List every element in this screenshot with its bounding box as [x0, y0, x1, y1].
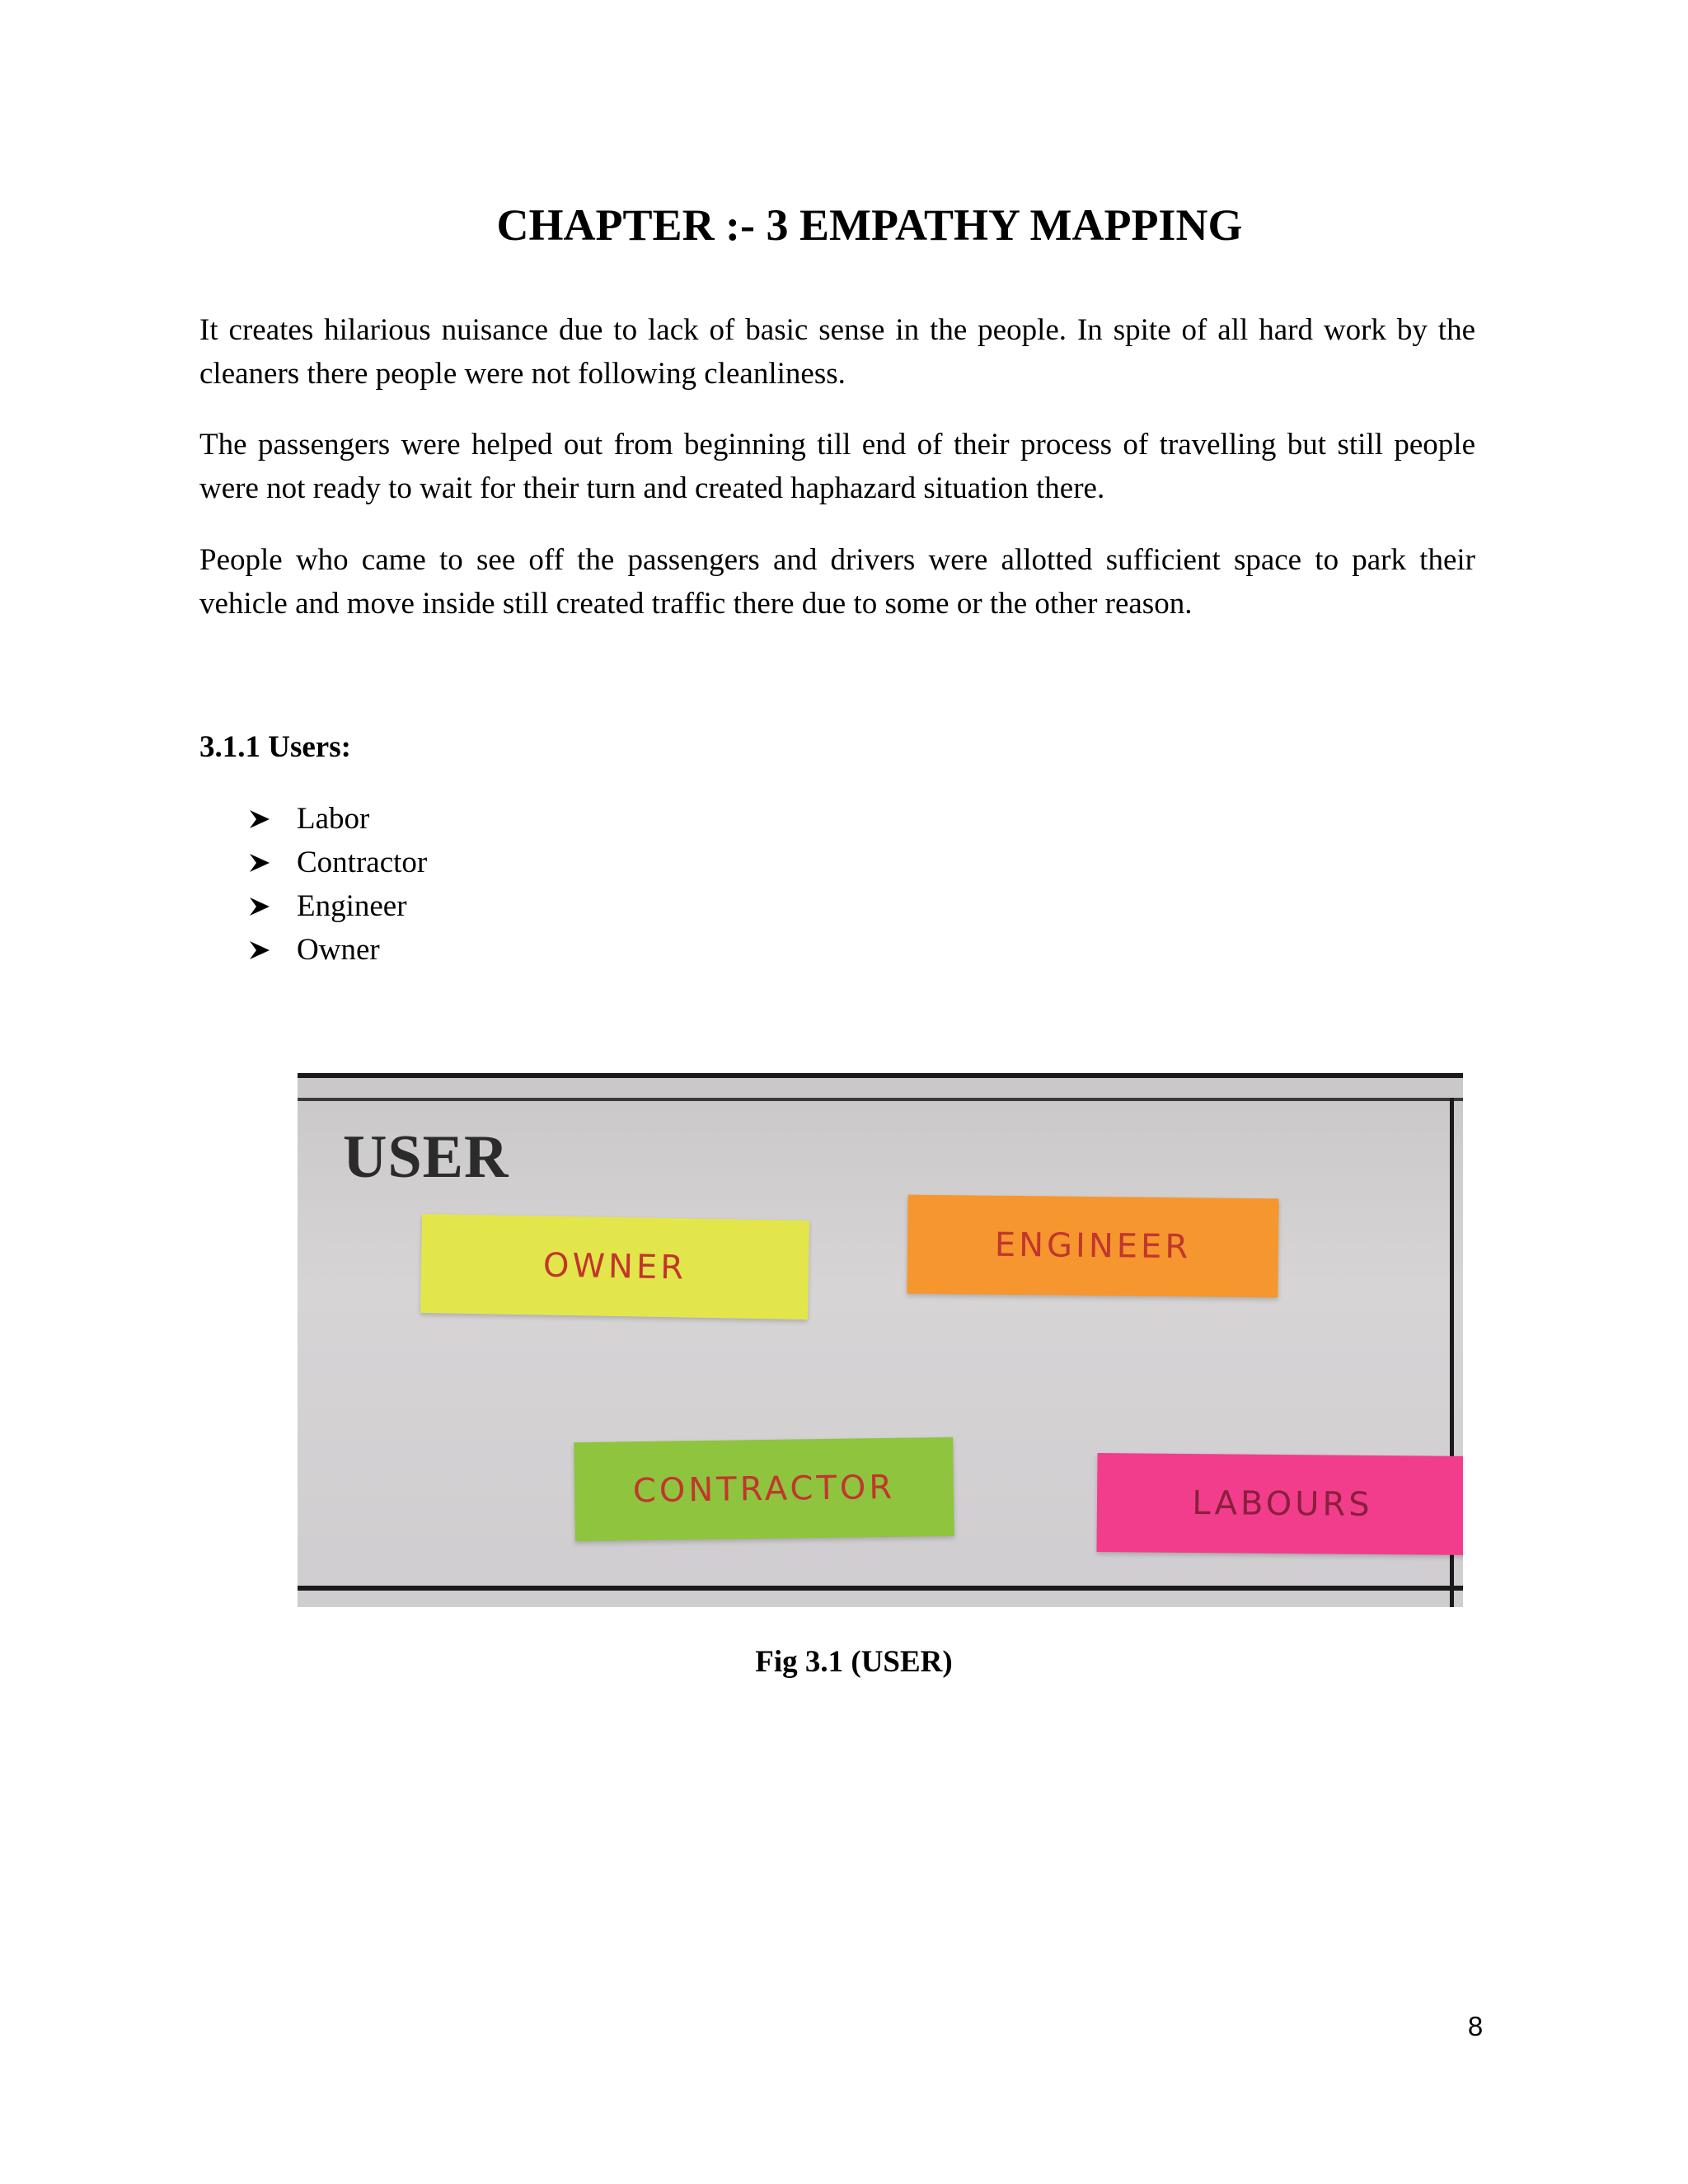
list-item	[247, 928, 427, 972]
arrow-right-icon	[247, 807, 297, 832]
list-item-label: Contractor	[297, 846, 428, 879]
list-item-label: Owner	[297, 933, 380, 967]
board-top-border	[298, 1073, 1463, 1078]
sticky-note-contractor: CONTRACTOR	[574, 1437, 954, 1541]
arrow-right-icon	[247, 938, 297, 963]
list-item	[247, 797, 427, 841]
list-item-label: Engineer	[297, 889, 407, 923]
section-heading: 3.1.1 Users:	[199, 730, 351, 764]
board-bottom-border	[298, 1586, 1463, 1591]
arrow-right-icon	[247, 851, 297, 875]
page-number: 8	[1467, 2011, 1484, 2041]
paragraph-3: People who came to see off the passengers and drivers were allotted sufficient space to park their vehicle and move inside still created traffic there due to some or the other reason.	[199, 543, 1475, 621]
paragraph-2: The passengers were helped out from beginning till end of their process of travelling but still people were not ready to wait for their turn and created haphazard situation there.	[199, 428, 1475, 505]
list-item	[247, 884, 427, 928]
arrow-right-icon	[247, 894, 297, 919]
users-list	[247, 797, 427, 972]
list-item-label: Labor	[297, 802, 370, 836]
sticky-note-labours: LABOURS	[1096, 1453, 1463, 1555]
board-top-inner-border	[298, 1098, 1463, 1101]
user-figure-photo	[298, 1073, 1463, 1607]
sticky-note-engineer: ENGINEER	[907, 1195, 1278, 1298]
chapter-title: CHAPTER :- 3 EMPATHY MAPPING	[496, 200, 1243, 250]
sticky-note-owner: OWNER	[420, 1214, 809, 1319]
paragraph-1: It creates hilarious nuisance due to lack of basic sense in the people. In spite of all hard work by the cleaners there people were not following cleanliness.	[199, 313, 1475, 391]
figure-caption: Fig 3.1 (USER)	[755, 1645, 953, 1679]
board-label: USER	[343, 1123, 509, 1191]
list-item	[247, 841, 427, 884]
